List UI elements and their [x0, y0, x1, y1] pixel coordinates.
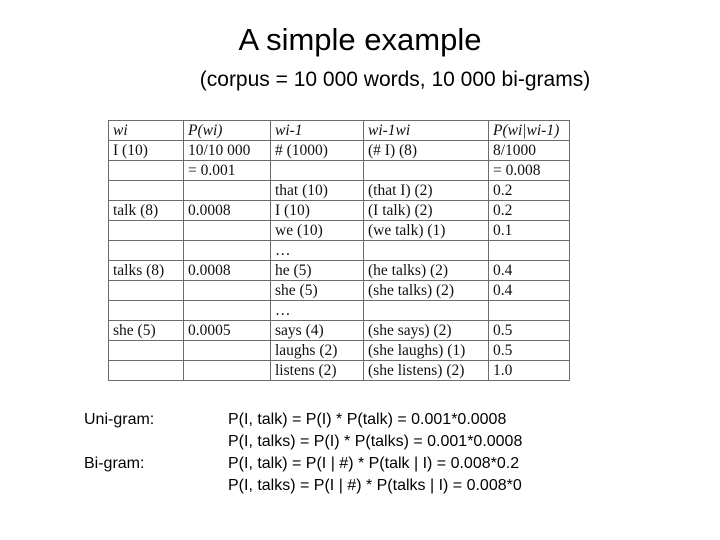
table-cell — [109, 241, 184, 261]
table-cell: (he talks) (2) — [364, 261, 489, 281]
table-row — [109, 141, 570, 161]
table-cell: … — [271, 301, 364, 321]
table-header-row — [109, 121, 570, 141]
probability-table — [108, 120, 570, 381]
table-cell: … — [271, 241, 364, 261]
table-cell — [109, 161, 184, 181]
table-cell: we (10) — [271, 221, 364, 241]
table-cell — [184, 181, 271, 201]
table-row — [109, 361, 570, 381]
table-cell: (she talks) (2) — [364, 281, 489, 301]
table-cell: 0.2 — [489, 201, 570, 221]
table-cell: says (4) — [271, 321, 364, 341]
table-row — [109, 181, 570, 201]
table-cell: (# I) (8) — [364, 141, 489, 161]
table-cell: 0.5 — [489, 341, 570, 361]
table-cell: 0.0008 — [184, 261, 271, 281]
table-cell: 0.4 — [489, 281, 570, 301]
table-cell — [109, 361, 184, 381]
header-bigram: wi-1wi — [364, 121, 489, 141]
table-cell: 0.0008 — [184, 201, 271, 221]
table-cell: # (1000) — [271, 141, 364, 161]
table-cell: talk (8) — [109, 201, 184, 221]
table-cell — [184, 241, 271, 261]
table-cell: laughs (2) — [271, 341, 364, 361]
table-cell: he (5) — [271, 261, 364, 281]
table-cell — [184, 361, 271, 381]
table-row — [109, 321, 570, 341]
table-cell: 0.2 — [489, 181, 570, 201]
table-row — [109, 281, 570, 301]
table-cell: 0.0005 — [184, 321, 271, 341]
table-cell — [489, 241, 570, 261]
table-cell — [364, 161, 489, 181]
table-cell: 1.0 — [489, 361, 570, 381]
table-cell — [364, 301, 489, 321]
table-row — [109, 241, 570, 261]
table-cell: she (5) — [271, 281, 364, 301]
table-cell: 0.4 — [489, 261, 570, 281]
table-row — [109, 261, 570, 281]
table-row — [109, 301, 570, 321]
table-row — [109, 161, 570, 181]
table-cell: that (10) — [271, 181, 364, 201]
table-cell — [184, 281, 271, 301]
bigram-label: Bi-gram: — [84, 455, 145, 472]
unigram-formula-2: P(I, talks) = P(I) * P(talks) = 0.001*0.0008 — [228, 433, 523, 450]
table-cell: 8/1000 — [489, 141, 570, 161]
table-cell — [109, 341, 184, 361]
table-cell: listens (2) — [271, 361, 364, 381]
table-cell: 10/10 000 — [184, 141, 271, 161]
table-row — [109, 341, 570, 361]
table-cell: I (10) — [271, 201, 364, 221]
table-cell: (that I) (2) — [364, 181, 489, 201]
header-word: wi — [109, 121, 184, 141]
table-cell: she (5) — [109, 321, 184, 341]
table-body — [109, 141, 570, 381]
slide-subtitle: (corpus = 10 000 words, 10 000 bi-grams) — [199, 68, 591, 91]
table-cell: 0.5 — [489, 321, 570, 341]
header-unigram-probability: P(wi) — [184, 121, 271, 141]
table-cell: (she says) (2) — [364, 321, 489, 341]
table-cell: (she laughs) (1) — [364, 341, 489, 361]
table-cell: I (10) — [109, 141, 184, 161]
table-cell — [184, 341, 271, 361]
table-cell — [109, 281, 184, 301]
header-previous-word: wi-1 — [271, 121, 364, 141]
table-cell: = 0.001 — [184, 161, 271, 181]
bigram-formula-2: P(I, talks) = P(I | #) * P(talks | I) = 0.008*0 — [228, 477, 522, 494]
bigram-formula-1: P(I, talk) = P(I | #) * P(talk | I) = 0.008*0.2 — [228, 455, 520, 472]
table-cell: (we talk) (1) — [364, 221, 489, 241]
unigram-label: Uni-gram: — [84, 411, 155, 428]
unigram-formula-1: P(I, talk) = P(I) * P(talk) = 0.001*0.0008 — [228, 411, 507, 428]
table-cell — [184, 221, 271, 241]
table-cell — [271, 161, 364, 181]
table-cell: 0.1 — [489, 221, 570, 241]
table-row — [109, 221, 570, 241]
table-cell: talks (8) — [109, 261, 184, 281]
table-cell — [184, 301, 271, 321]
table-cell — [489, 301, 570, 321]
slide-title: A simple example — [238, 22, 482, 57]
table-cell — [109, 301, 184, 321]
table-cell: (she listens) (2) — [364, 361, 489, 381]
table-row — [109, 201, 570, 221]
header-conditional-probability: P(wi|wi-1) — [489, 121, 570, 141]
table-cell: = 0.008 — [489, 161, 570, 181]
table-cell — [109, 181, 184, 201]
table-cell — [364, 241, 489, 261]
table-cell: (I talk) (2) — [364, 201, 489, 221]
table-cell — [109, 221, 184, 241]
